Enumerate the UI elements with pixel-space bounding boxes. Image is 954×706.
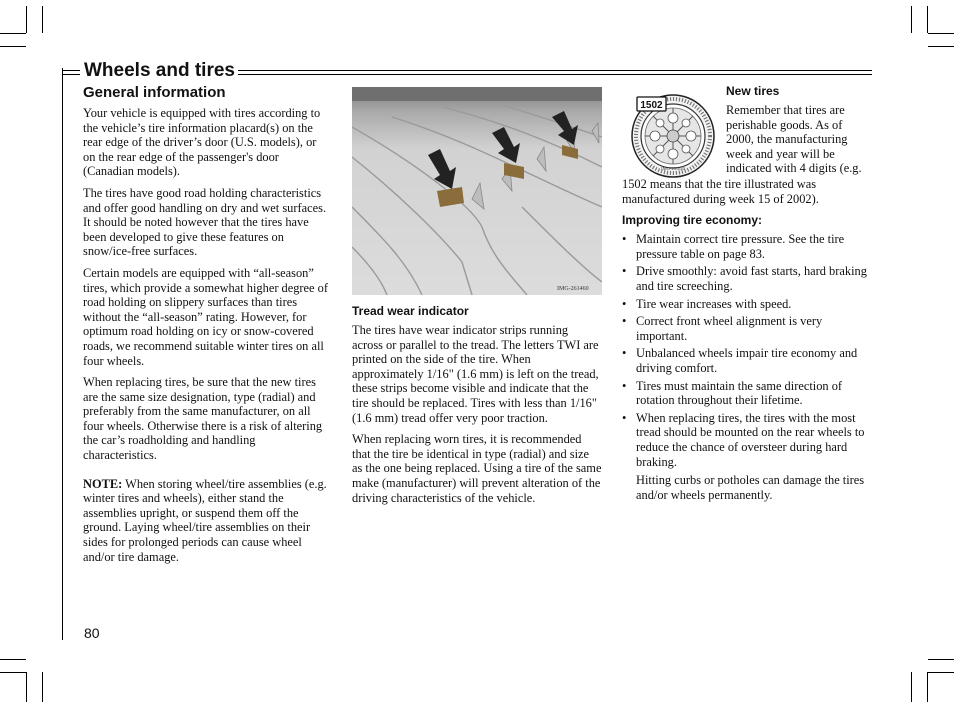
list-item: • Tire wear increases with speed. xyxy=(622,296,792,311)
tire-image-caption: IMG-261020 xyxy=(661,166,685,171)
list-item: • Unbalanced wheels impair tire economy and driving comfort. xyxy=(622,346,858,375)
tire-date-illustration xyxy=(627,92,719,178)
list-item: • Drive smoothly: avoid fast starts, hard braking and tire screeching. xyxy=(622,264,867,293)
new-tires-block xyxy=(726,84,872,176)
list-item: • Correct front wheel alignment is very important. xyxy=(622,314,823,343)
column-tread xyxy=(352,304,602,512)
paragraph: Certain models are equipped with “all-season” tires, which provide a somewhat higher degree of road holding on slippery surfaces than tires without the “all-season” rating. However, for optimum road holding on icy or snow-covered roads, we recommend suitable winter tires on all four wheels. xyxy=(83,265,328,368)
paragraph: The tires have wear indicator strips running across or parallel to the tread. The letters TWI are printed on the side of the tire. When approximately 1/16" (1.6 mm) is left on the tread, these strips become visible and indicate that the tire should be replaced. Tires with less than 1/16" (1.6 mm) tread offer very poor traction. xyxy=(352,323,599,425)
paragraph: Remember that tires are perishable goods. As of 2000, the manufacturing week and year will be indicated with 4 digits (e.g. xyxy=(726,103,862,176)
paragraph: Your vehicle is equipped with tires according to the vehicle’s tire information placard(s) on the rear edge of the driver’s door (U.S. models), or on the rear edge of the passenger's door (Canadian models). xyxy=(83,106,321,179)
general-heading: General information xyxy=(83,84,226,101)
section-header xyxy=(62,60,872,84)
list-item: • Tires must maintain the same direction of rotation throughout their lifetime. xyxy=(622,378,843,408)
column-economy xyxy=(622,177,874,509)
note-text: When storing wheel/tire assemblies (e.g. winter tires and wheels), either stand the assemblies upright, or suspend them off the ground. Laying wheel/tire assemblies on their sides for prolonged periods can cause wheel and/or tire damage. xyxy=(83,476,327,564)
new-tires-heading: New tires xyxy=(726,84,780,98)
margin-rule xyxy=(62,68,63,640)
tire-date-label: 1502 xyxy=(640,100,663,111)
tread-image-caption: IMG-261460 xyxy=(557,286,589,292)
list-item: • Maintain correct tire pressure. See the tire pressure table on page 83. xyxy=(622,232,845,261)
paragraph: When replacing worn tires, it is recommended that the tire be identical in type (radial) and size as the one being replaced. Using a tire of the same make (manufacturer) will prevent alteration of the driving characteristics of the vehicle. xyxy=(352,432,602,505)
tread-heading: Tread wear indicator xyxy=(352,304,469,318)
paragraph: The tires have good road holding characteristics and offer good handling on dry and wet surfaces. It should be noted however that the tires have been developed to give these features on snow/ice-free surfaces. xyxy=(83,185,327,259)
list-item: • When replacing tires, the tires with the most tread should be mounted on the rear wheels to reduce the chance of oversteer during hard braking. xyxy=(622,410,865,469)
note xyxy=(83,477,331,565)
page-number: 80 xyxy=(84,625,100,641)
section-title: Wheels and tires xyxy=(84,60,235,81)
economy-footer: Hitting curbs or potholes can damage the tires and/or wheels permanently. xyxy=(636,473,865,502)
paragraph: When replacing tires, be sure that the new tires are the same size designation, type (radial) and preferably from the same manufacturer, on all four wheels. Otherwise there is a risk of altering the car’s roadholding and handling characteristics. xyxy=(83,375,323,463)
paragraph: 1502 means that the tire illustrated was manufactured during week 15 of 2002). xyxy=(622,177,819,206)
economy-heading: Improving tire economy: xyxy=(622,213,763,228)
column-general xyxy=(83,84,331,571)
economy-list xyxy=(622,232,874,469)
note-label: NOTE: xyxy=(83,476,123,491)
tread-wear-illustration xyxy=(352,87,602,295)
